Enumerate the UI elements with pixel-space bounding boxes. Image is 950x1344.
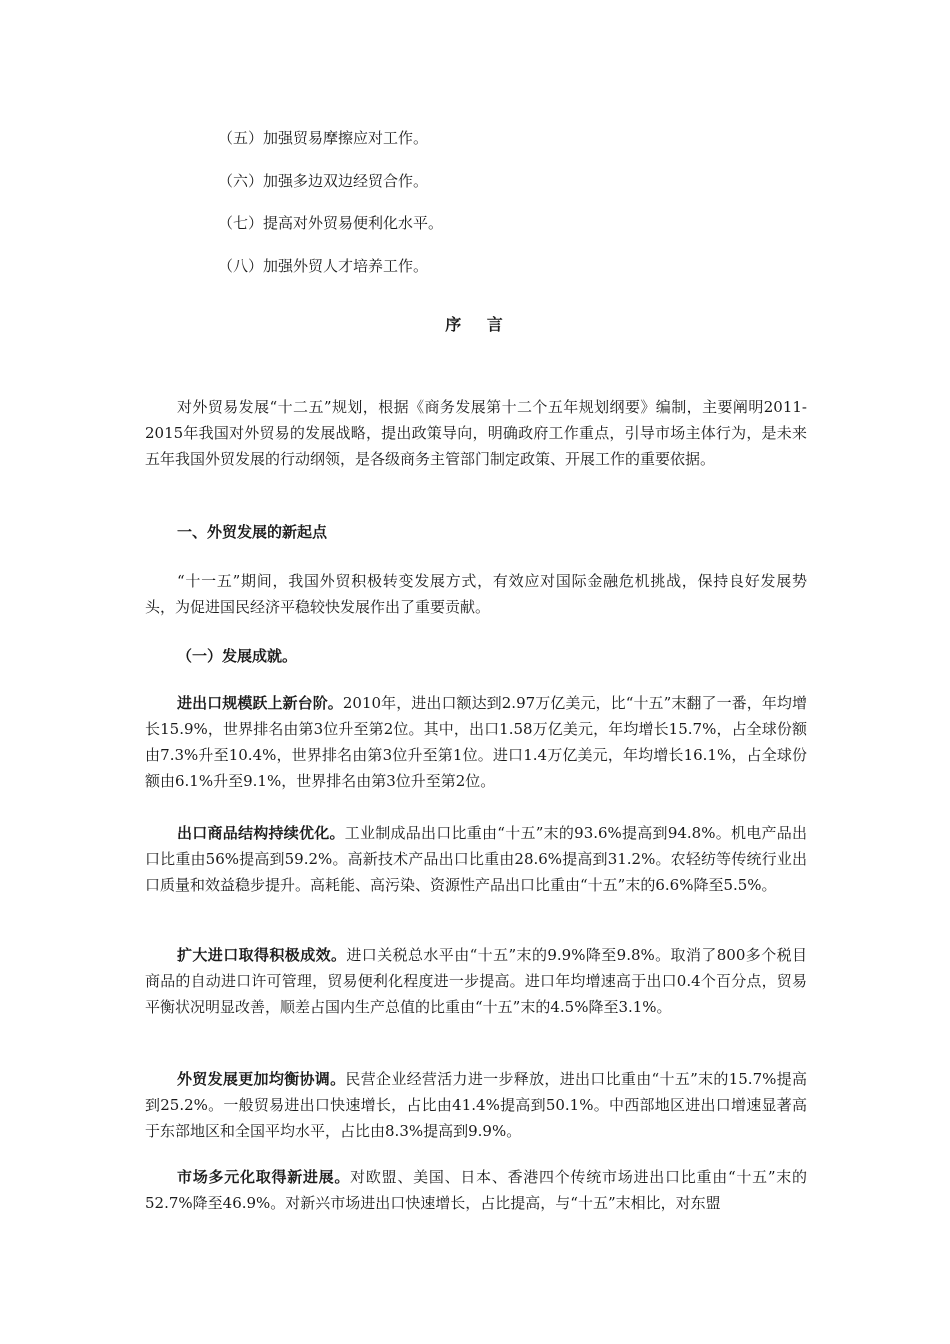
toc-item-6: （六）加强多边双边经贸合作。: [218, 172, 429, 190]
toc-item-5: （五）加强贸易摩擦应对工作。: [218, 129, 429, 147]
achievement-text: 2010年，进出口额达到2.97万亿美元，比“十五”末翻了一番，年均增长15.9%，世界排名由第3位升至第2位。其中，出口1.58万亿美元，年均增长15.7%，占全球份额由7.3%升至10.4%，世界排名由第3位升至第1位。进口1.4万亿美元，年均增长16.1%，占全球份额由6.1%升至9.1%，世界排名由第3位升至第2位。: [145, 694, 807, 790]
preface-paragraph: 对外贸易发展“十二五”规划，根据《商务发展第十二个五年规划纲要》编制，主要阐明2011-2015年我国对外贸易的发展战略，提出政策导向，明确政府工作重点，引导市场主体行为，是未来五年我国外贸发展的行动纲领，是各级商务主管部门制定政策、开展工作的重要依据。: [145, 398, 807, 468]
toc-item-8: （八）加强外贸人才培养工作。: [218, 257, 429, 275]
subsection-1-title: （一）发展成就。: [177, 647, 298, 665]
achievement-paragraph: [145, 690, 807, 794]
toc-item-7: （七）提高对外贸易便利化水平。: [218, 214, 444, 232]
achievement-paragraph: [145, 942, 807, 1020]
preface-title: 序 言: [445, 315, 513, 334]
section-1-intro: “十一五”期间，我国外贸积极转变发展方式，有效应对国际金融危机挑战，保持良好发展势头，为促进国民经济平稳较快发展作出了重要贡献。: [145, 572, 807, 616]
achievement-lead: 扩大进口取得积极成效。: [177, 946, 347, 964]
achievement-lead: 外贸发展更加均衡协调。: [177, 1070, 346, 1088]
achievement-paragraph: [145, 1164, 807, 1216]
achievement-text: 民营企业经营活力进一步释放，进出口比重由“十五”末的15.7%提高到25.2%。一般贸易进出口快速增长，占比由41.4%提高到50.1%。中西部地区进出口增速显著高于东部地区和全国平均水平，占比由8.3%提高到9.9%。: [145, 1070, 807, 1140]
achievement-text: 对欧盟、美国、日本、香港四个传统市场进出口比重由“十五”末的52.7%降至46.9%。对新兴市场进出口快速增长，占比提高，与“十五”末相比，对东盟: [145, 1168, 807, 1212]
achievement-text: 进口关税总水平由“十五”末的9.9%降至9.8%。取消了800多个税目商品的自动进口许可管理，贸易便利化程度进一步提高。进口年均增速高于出口0.4个百分点，贸易平衡状况明显改善，顺差占国内生产总值的比重由“十五”末的4.5%降至3.1%。: [145, 946, 807, 1016]
achievement-paragraph: [145, 1066, 807, 1144]
section-1-title: 一、外贸发展的新起点: [177, 523, 328, 541]
achievement-lead: 出口商品结构持续优化。: [177, 824, 345, 842]
achievement-text: 工业制成品出口比重由“十五”末的93.6%提高到94.8%。机电产品出口比重由56%提高到59.2%。高新技术产品出口比重由28.6%提高到31.2%。农轻纺等传统行业出口质量和效益稳步提升。高耗能、高污染、资源性产品出口比重由“十五”末的6.6%降至5.5%。: [145, 824, 807, 894]
achievement-lead: 进出口规模跃上新台阶。: [177, 694, 343, 712]
achievement-paragraph: [145, 820, 807, 898]
achievement-lead: 市场多元化取得新进展。: [177, 1168, 351, 1186]
